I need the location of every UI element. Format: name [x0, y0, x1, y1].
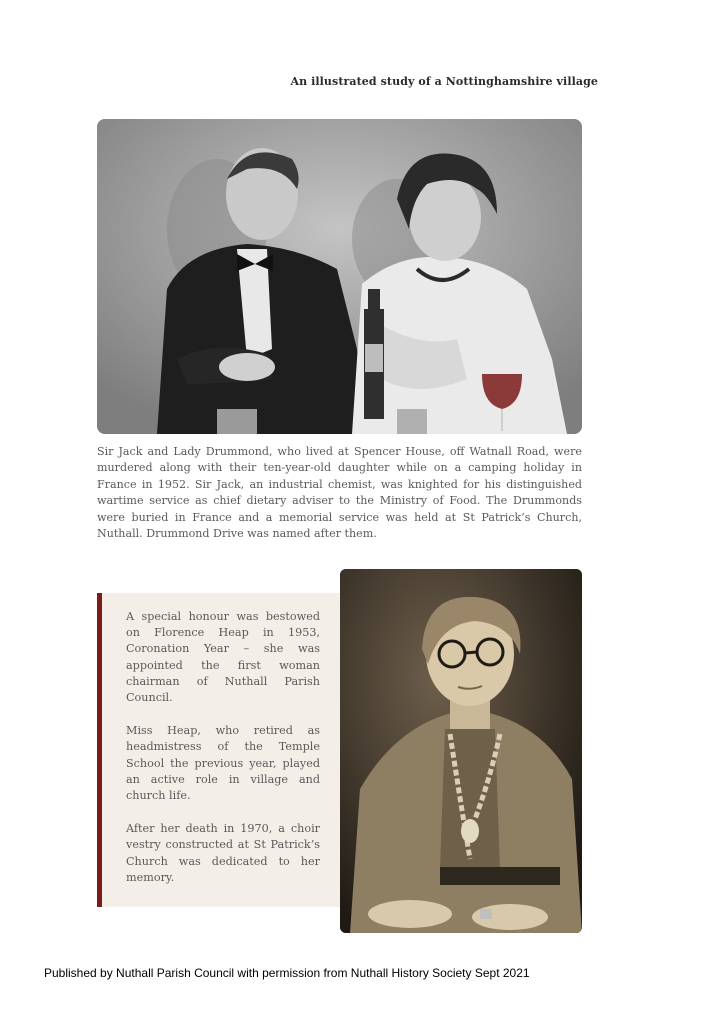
quote-paragraph: After her death in 1970, a choir vestry constructed at St Patrick’s Church was dedicated to her memory.: [126, 822, 320, 884]
quote-paragraph: A special honour was bestowed on Florence Heap in 1953, Coronation Year – she was appointed the first woman chairman of Nuthall Parish Council.: [126, 610, 320, 705]
page-header-title: An illustrated study of a Nottinghamshire village: [290, 75, 598, 88]
quote-paragraph: Miss Heap, who retired as headmistress of the Temple School the previous year, played an active role in village and church life.: [126, 724, 320, 803]
drummond-caption: Sir Jack and Lady Drummond, who lived at Spencer House, off Watnall Road, were murdered along with their ten-year-old daughter while on a camping holiday in France in 1952. Sir Jack, an industrial chemist, was knighted for his distinguished wartime service as chief dietary adviser to the Ministry of Food. The Drummonds were buried in France and a memorial service was held at St Patrick’s Church, Nuthall. Drummond Drive was named after them.: [97, 445, 582, 541]
florence-heap-portrait-icon: [340, 569, 582, 933]
page-footer: Published by Nuthall Parish Council with permission from Nuthall History Society Sept 2021: [44, 966, 530, 980]
florence-heap-portrait: [340, 569, 582, 933]
drummond-couple-photo: [97, 119, 582, 434]
drummond-couple-photo-icon: [97, 119, 582, 434]
florence-heap-text-box: [97, 593, 340, 907]
